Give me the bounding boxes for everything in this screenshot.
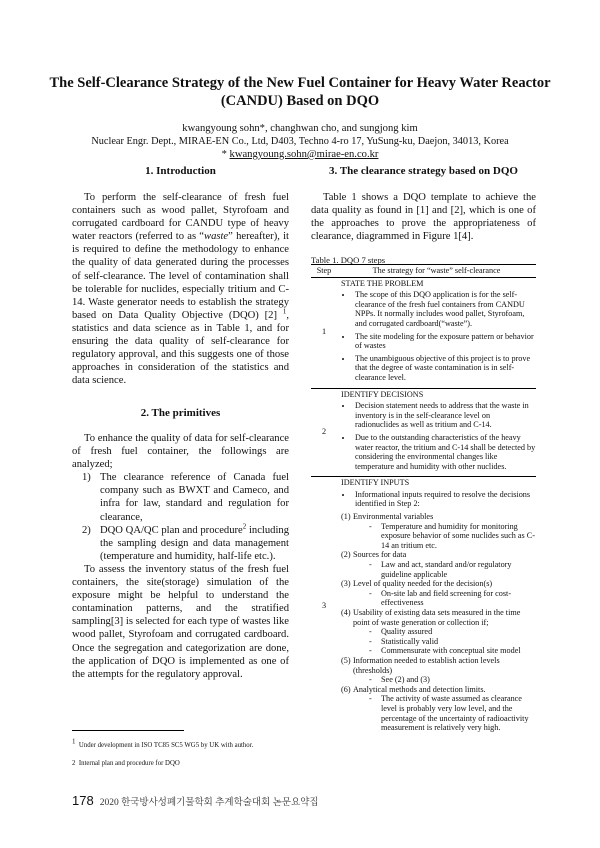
paper-title: The Self-Clearance Strategy of the New Fuel Container for Heavy Water Reactor (CANDU) Based on DQO [49,75,551,109]
list-item: (1) Environmental variables - Temperature and humidity for monitoring exposure behavior of some nuclides such as C-14 an tritium etc. [341,512,536,550]
list-item: (2) Sources for data - Law and act, standard and/or regulatory guideline applicable [341,550,536,579]
email-prefix: * [221,149,230,160]
table-row [311,388,536,477]
footnote-divider [72,730,184,731]
step-title: STATE THE PROBLEM [341,278,424,288]
col-header-strategy: The strategy for “waste” self-clearance [337,265,536,278]
authors: kwangyoung sohn*, changhwan cho, and sungjong kim [182,123,418,134]
intro-paragraph: To perform the self-clearance of fresh fuel containers such as wood pallet, Styrofoam and corrugated cardboard for CANDU type of heavy water reactors (referred to as “waste” hereafter), it is required to define the methodology to enhance the quality of data generated during the processes of self-clearance. The level of contamination shall be tolerable for nuclides, especially tritium and C-14. Waste generator needs to establish the strategy based on Data Quality Objective (DQO) [2] $^1$, statistics and data science as in Table 1, and for ensuring the data quality of self-clearance for regulatory approval, and this suggests one of those approaches in consideration of the statistics and data science. [72,192,290,387]
email-link[interactable]: kwangyoung.sohn@mirae-en.co.kr [229,149,379,160]
strategy-heading: 3. The clearance strategy based on DQO [329,165,518,177]
step-title: IDENTIFY INPUTS [341,478,410,488]
primitives-heading: 2. The primitives [140,407,221,419]
list-item: (5) Information needed to establish action levels (thresholds) - See (2) and (3) [341,656,536,685]
step-number: 1 [311,277,337,388]
page-footer [72,793,319,808]
primitives-paragraph-2: To assess the inventory status of the fresh fuel containers, the site(storage) simulation of the exposure might be helpful to understand the contamination patterns, and the stratified sampling[3] is selected for each type of wastes like wood pallet, Styrofoam and corrugated cardboard. Once the segregation and categorization are done, the application of DQO is implemented as one of the attempts for the regulatory approval. [72,563,289,680]
list-item: (4) Usability of existing data sets measured in the time point of waste generation or collection if; - Quality assured - Statistically valid - Commensurate with conceptual site model [341,608,536,656]
step-number: 2 [311,388,337,477]
footer-text: 2020 한국방사성폐기물학회 추계학술대회 논문요약집 [99,798,319,808]
primitives-list [72,471,289,563]
table-row [311,477,536,735]
list-item: • Due to the outstanding characteristics of the heavy water reactor, the tritium and C-14 shall be detected by considering the environmental changes like temperature and humidity with other nuclides. [353,433,536,471]
list-item: (3) Level of quality needed for the decision(s) - On-site lab and field screening for cost-effectiveness [341,579,536,608]
list-item: • The unambiguous objective of this project is to prove that the degree of waste contamination is in self-clearance level. [353,354,536,383]
strategy-paragraph: Table 1 shows a DQO template to achieve the data quality as found in [1] and [2], which is one of the approaches to prove the appropriateness of clearance, diagrammed in Figure 1[4]. [311,192,536,243]
step-number: 3 [321,600,327,610]
inputs-list [341,512,536,733]
dqo-table [311,264,536,735]
affiliation: Nuclear Engr. Dept., MIRAE-EN Co., Ltd, D403, Techno 4-ro 17, YuSung-ku, Daejon, 34013, Korea [91,136,509,147]
intro-heading: 1. Introduction [145,165,216,177]
list-item: • Decision statement needs to address that the waste in inventory is in the self-clearance level on radionuclides as well as tritium and C-14. [353,401,536,430]
primitives-intro: To enhance the quality of data for self-clearance of fresh fuel container, the followings are analyzed; [72,433,289,471]
list-item: 1) The clearance reference of Canada fuel company such as BWXT and Cameco, and infra for law, standard and regulation for clearance, [82,472,289,523]
table-row [311,277,536,388]
step-title: IDENTIFY DECISIONS [341,389,424,399]
footnote-2: 2 Internal plan and procedure for DQO [72,760,180,767]
list-item: (6) Analytical methods and detection limits. - The activity of waste assumed as clearance level is probably very low level, and the percentage of the uncertainty of radioactivity measurement is relatively very high. [341,685,536,733]
list-item: 2) DQO QA/QC plan and procedure$^2$ including the sampling design and data management (temperature and humidity, half-life etc.). [82,522,290,562]
email-line [40,148,560,161]
col-header-step: Step [311,265,337,278]
list-item: • The site modeling for the exposure pattern or behavior of wastes [353,332,536,351]
table-caption: Table 1. DQO 7 steps [311,255,386,265]
page-number: 178 [72,793,94,808]
footnote-1: $^1$ Under development in ISO TC85 SC5 WG5 by UK with author. [72,737,254,749]
primitives-body [72,432,289,681]
list-item: • Informational inputs required to resolve the decisions identified in Step 2: [353,490,536,509]
list-item: • The scope of this DQO application is for the self-clearance of the fresh fuel containers from CANDU NPPs. It normally includes wood pallet, Styrofoam, and corrugated cardboard(“waste”). [353,290,536,328]
